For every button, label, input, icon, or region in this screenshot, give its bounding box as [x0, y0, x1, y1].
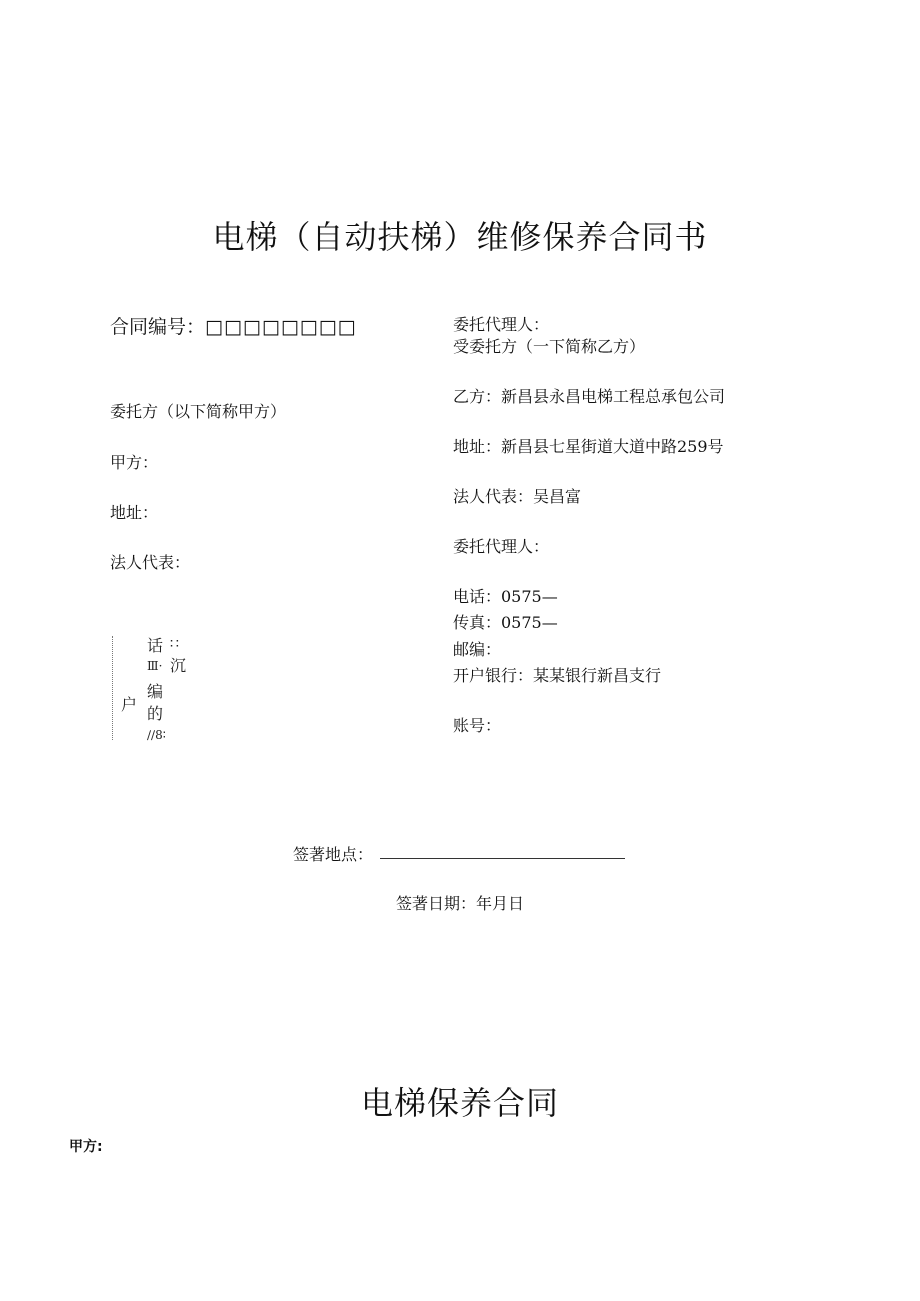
garbled-margin-mark	[112, 636, 117, 740]
party-a-address: 地址：	[110, 503, 159, 522]
document-title: 电梯（自动扶梯）维修保养合同书	[212, 218, 708, 256]
garbled-fragment: 户	[121, 695, 138, 714]
garbled-fragment: 话	[147, 636, 164, 655]
garbled-fragment: Ⅲ·	[147, 659, 163, 673]
party-a-name: 甲方：	[110, 453, 159, 472]
signing-place-line	[380, 858, 625, 859]
party-b-address: 地址：新昌县七星街道大道中路259号	[453, 437, 724, 456]
garbled-fragment: 沉	[170, 656, 187, 675]
contract-number-boxes: □□□□□□□□	[205, 316, 357, 338]
signing-date: 签著日期：年月日	[395, 894, 524, 913]
garbled-fragment: 的	[147, 704, 164, 723]
party-b-phone: 电话：0575—	[453, 587, 558, 606]
party-b-account: 账号：	[453, 716, 502, 735]
party-b-header: 受委托方（一下简称乙方）	[453, 337, 646, 356]
party-a-legal-rep: 法人代表：	[110, 553, 191, 572]
party-b-name: 乙方：新昌县永昌电梯工程总承包公司	[453, 387, 726, 406]
party-b-postcode: 邮编：	[453, 640, 502, 659]
signing-place-label: 签著地点：	[293, 845, 374, 864]
party-b-fax: 传真：0575—	[453, 613, 558, 632]
contract-number-label: 合同编号：	[110, 316, 206, 338]
contract-title: 电梯保养合同	[360, 1084, 559, 1122]
party-a-header: 委托方（以下简称甲方）	[110, 402, 287, 421]
party-b-agent-top: 委托代理人：	[453, 315, 550, 334]
garbled-fragment: ∷	[170, 636, 179, 652]
contract-party-a-label: 甲方:	[69, 1139, 103, 1155]
garbled-fragment: ∕∕8∶	[147, 728, 166, 742]
party-b-bank: 开户银行：某某银行新昌支行	[453, 666, 662, 685]
party-b-agent: 委托代理人：	[453, 537, 550, 556]
contract-number	[110, 312, 357, 339]
garbled-fragment: 编	[147, 682, 164, 701]
party-b-legal-rep: 法人代表：吴昌富	[453, 487, 582, 506]
